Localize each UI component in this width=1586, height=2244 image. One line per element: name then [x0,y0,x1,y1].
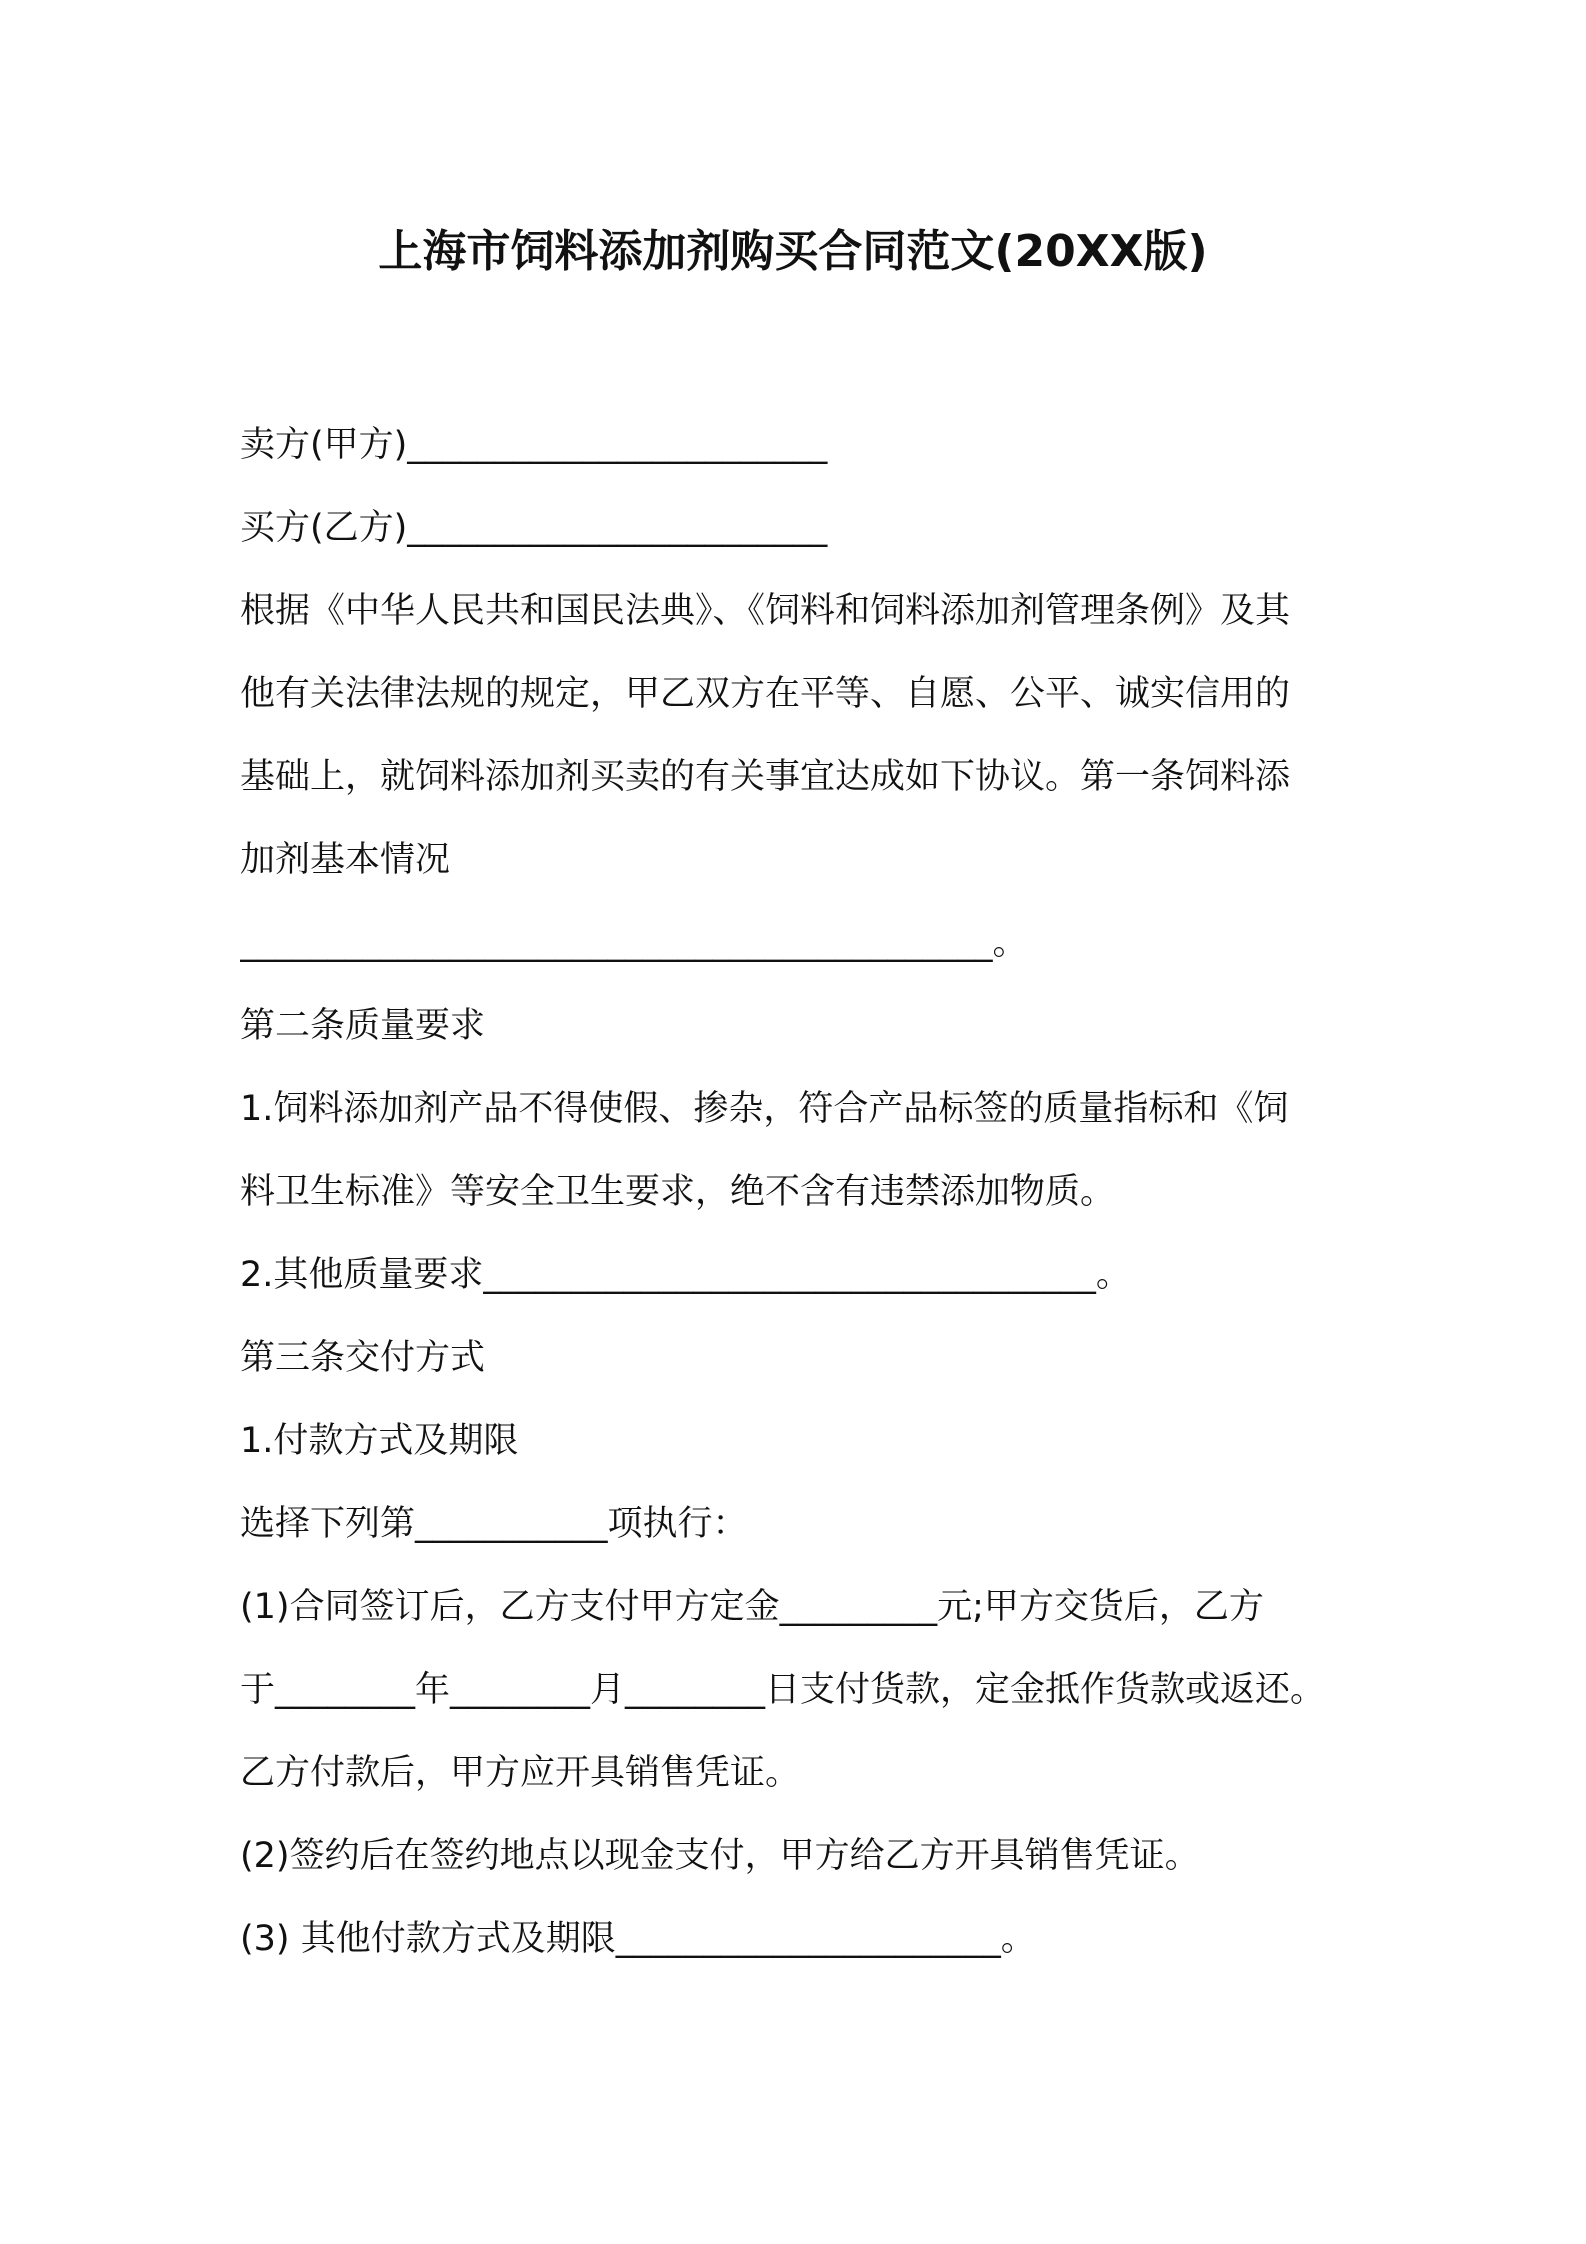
document-title: 上海市饲料添加剂购买合同范文(20XX版) [378,226,1208,277]
article-3-item-1: 1.付款方式及期限 [240,1421,519,1461]
article-2-item-2: 2.其他质量要求___________________________________。 [240,1255,1131,1295]
article-2-heading: 第二条质量要求 [240,1006,486,1046]
preamble-line-3: 基础上，就饲料添加剂买卖的有关事宜达成如下协议。第一条饲料添 [240,757,1291,797]
seller-line: 卖方(甲方)________________________ [240,425,828,465]
payment-option-1-line-1: (1)合同签订后，乙方支付甲方定金_________元;甲方交货后，乙方 [240,1587,1264,1627]
buyer-line: 买方(乙方)________________________ [240,508,828,548]
article-2-item-1-line-1: 1.饲料添加剂产品不得使假、掺杂，符合产品标签的质量指标和《饲 [240,1089,1289,1129]
preamble-line-1: 根据《中华人民共和国民法典》、《饲料和饲料添加剂管理条例》及其 [240,591,1291,631]
article-3-choice: 选择下列第___________项执行： [240,1504,748,1544]
article-3-heading: 第三条交付方式 [240,1338,486,1378]
preamble-line-2: 他有关法律法规的规定，甲乙双方在平等、自愿、公平、诚实信用的 [240,674,1291,714]
payment-option-2: (2)签约后在签约地点以现金支付，甲方给乙方开具销售凭证。 [240,1836,1200,1876]
payment-option-3: (3) 其他付款方式及期限______________________。 [240,1919,1036,1959]
article-2-item-1-line-2: 料卫生标准》等安全卫生要求，绝不含有违禁添加物质。 [240,1172,1116,1212]
document-body [240,404,1380,1981]
payment-option-1-line-3: 乙方付款后，甲方应开具销售凭证。 [240,1753,801,1793]
preamble-line-4: 加剂基本情况 [240,840,451,880]
article-1-blank: ___________________________________________。 [240,923,1028,963]
payment-option-1-line-2: 于________年________月________日支付货款，定金抵作货款或返还。 [240,1670,1326,1710]
